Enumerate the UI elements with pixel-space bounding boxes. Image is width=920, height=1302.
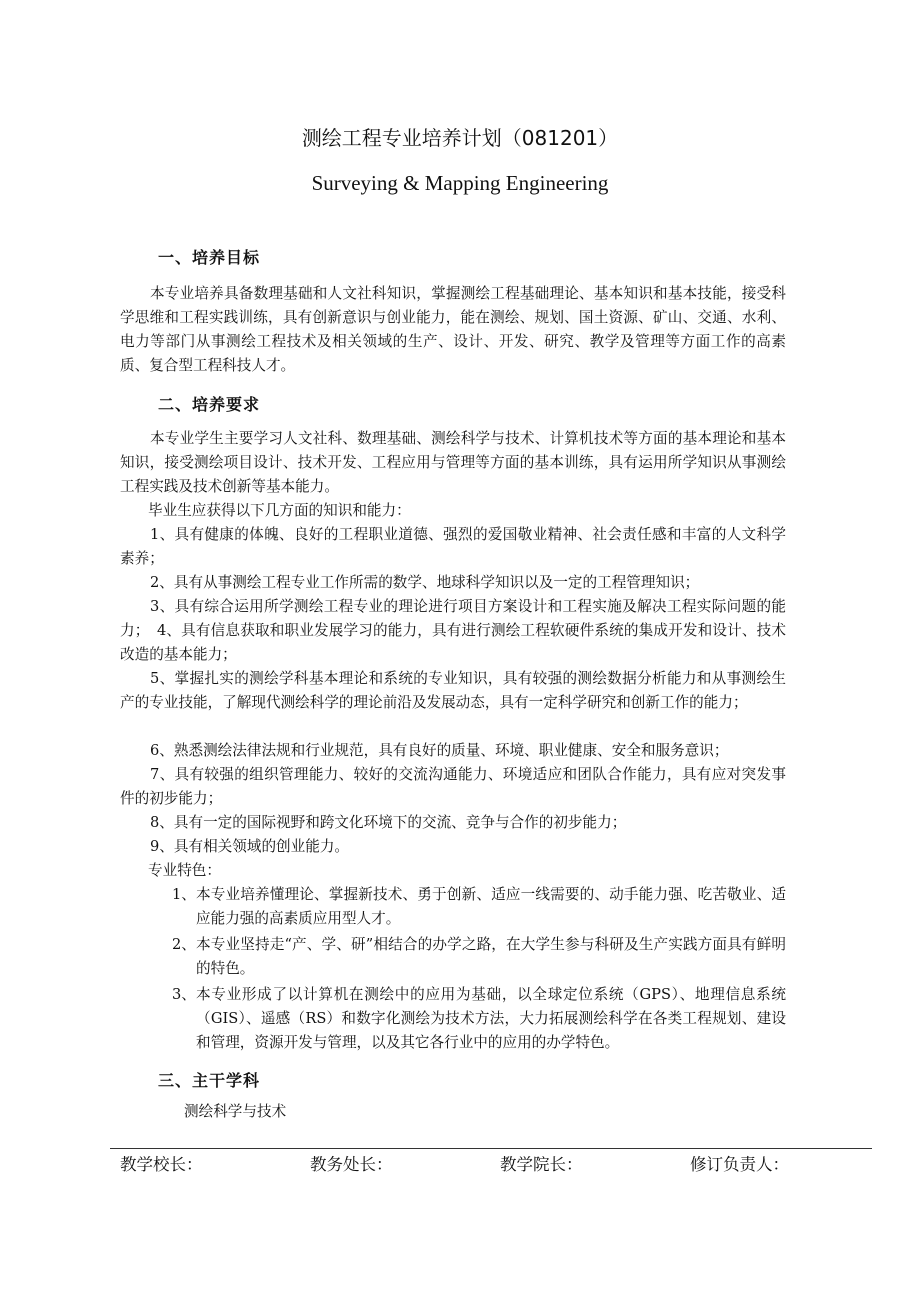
requirements-intro: 本专业学生主要学习人文社科、数理基础、测绘科学与技术、计算机技术等方面的基本理论和基本知识，接受测绘项目设计、技术开发、工程应用与管理等方面的基本训练，具有运用所学知识从事测绘工程实践及技术创新等基本能力。 <box>120 430 786 495</box>
feature-text: 本专业培养懂理论、掌握新技术、勇于创新、适应一线需要的、动手能力强、吃苦敬业、适应能力强的高素质应用型人才。 <box>196 886 786 927</box>
feature-item <box>172 933 786 981</box>
disciplines-body: 测绘科学与技术 <box>184 1103 287 1120</box>
section-heading-requirements: 二、培养要求 <box>158 395 261 414</box>
feature-number: 2、 <box>172 936 196 953</box>
signature-principal: 教学校长： <box>120 1155 203 1174</box>
feature-number: 3、 <box>172 986 196 1003</box>
feature-item <box>172 983 786 1055</box>
signature-dean: 教学院长： <box>500 1155 583 1174</box>
requirement-item: 6、熟悉测绘法律法规和行业规范，具有良好的质量、环境、职业健康、安全和服务意识； <box>150 742 729 759</box>
footer-divider <box>110 1148 872 1149</box>
goals-paragraph: 本专业培养具备数理基础和人文社科知识，掌握测绘工程基础理论、基本知识和基本技能，接受科学思维和工程实践训练，具有创新意识与创业能力，能在测绘、规划、国土资源、矿山、交通、水利、电力等部门从事测绘工程技术及相关领域的生产、设计、开发、研究、教学及管理等方面工作的高素质、复合型工程科技人才。 <box>120 285 786 374</box>
section-heading-disciplines: 三、主干学科 <box>158 1071 261 1090</box>
requirement-item: 5、掌握扎实的测绘学科基本理论和系统的专业知识，具有较强的测绘数据分析能力和从事测绘生产的专业技能，了解现代测绘科学的理论前沿及发展动态，具有一定科学研究和创新工作的能力； <box>120 670 786 711</box>
feature-item <box>172 883 786 931</box>
feature-text: 本专业形成了以计算机在测绘中的应用为基础，以全球定位系统（GPS）、地理信息系统（GIS）、遥感（RS）和数字化测绘为技术方法，大力拓展测绘科学在各类工程规划、建设和管理，资源开发与管理，以及其它各行业中的应用的办学特色。 <box>196 986 786 1051</box>
document-title: 测绘工程专业培养计划（081201） <box>301 126 619 150</box>
signature-academic-affairs: 教务处长： <box>310 1155 393 1174</box>
document-subtitle: Surveying & Mapping Engineering <box>311 171 609 195</box>
requirement-item: 7、具有较强的组织管理能力、较好的交流沟通能力、环境适应和团队合作能力，具有应对突发事件的初步能力； <box>120 766 786 807</box>
requirement-item: 2、具有从事测绘工程专业工作所需的数学、地球科学知识以及一定的工程管理知识； <box>150 574 700 591</box>
features-list <box>172 883 786 1057</box>
section-heading-goals: 一、培养目标 <box>158 248 261 267</box>
requirements-lead: 毕业生应获得以下几方面的知识和能力： <box>148 502 411 519</box>
requirement-item: 1、具有健康的体魄、良好的工程职业道德、强烈的爱国敬业精神、社会责任感和丰富的人文科学素养； <box>120 526 786 567</box>
feature-number: 1、 <box>172 886 196 903</box>
features-label: 专业特色： <box>148 862 221 879</box>
requirement-item: 3、具有综合运用所学测绘工程专业的理论进行项目方案设计和工程实施及解决工程实际问题的能力； 4、具有信息获取和职业发展学习的能力，具有进行测绘工程软硬件系统的集成开发和设计、技术改造的基本能力； <box>120 598 786 663</box>
feature-text: 本专业坚持走“产、学、研”相结合的办学之路，在大学生参与科研及生产实践方面具有鲜明的特色。 <box>196 936 786 977</box>
requirement-item: 8、具有一定的国际视野和跨文化环境下的交流、竞争与合作的初步能力； <box>150 814 627 831</box>
signature-reviser: 修订负责人： <box>690 1155 789 1174</box>
requirement-item: 9、具有相关领域的创业能力。 <box>150 838 350 855</box>
